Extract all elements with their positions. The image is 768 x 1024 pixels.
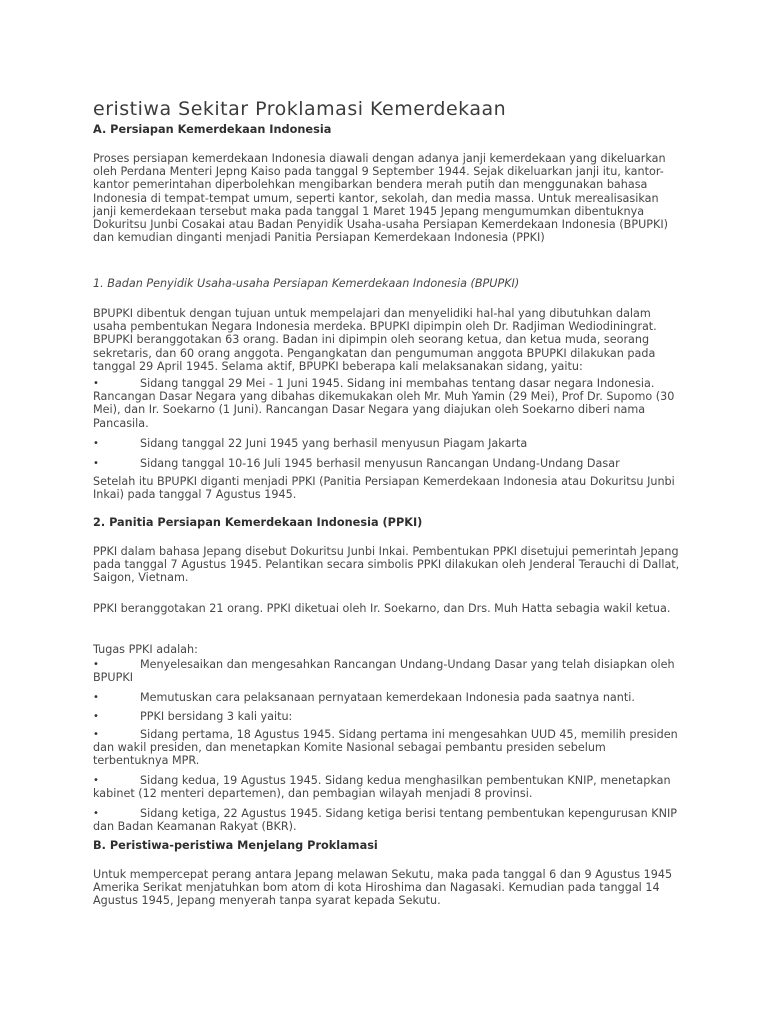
paragraph-intro: Proses persiapan kemerdekaan Indonesia diawali dengan adanya janji kemerdekaan yang dikeluarkan oleh Perdana Menteri Jepng Kaiso pada tanggal 9 September 1944. Sejak dikeluarkan janji itu, kantor-kantor pemerintahan diperbolehkan mengibarkan bendera merah putih dan menggunakan bahasa Indonesia di tempat-tempat umum, seperti kantor, sekolah, dan media massa. Untuk merealisasikan janji kemerdekaan tersebut maka pada tanggal 1 Maret 1945 Jepang mengumumkan dibentuknya Dokuritsu Junbi Cosakai atau Badan Penyidik Usaha-usaha Persiapan Kemerdekaan Indonesia (BPUPKI) dan kemudian dinganti menjadi Panitia Persiapan Kemerdekaan Indonesia (PPKI) bbox=[93, 152, 669, 245]
list-item-text: Sidang kedua, 19 Agustus 1945. Sidang kedua menghasilkan pembentukan KNIP, menetapkan kabinet (12 menteri departemen), dan pembagian wilayah menjadi 8 provinsi. bbox=[93, 774, 671, 801]
list-item-text: Sidang tanggal 10-16 Juli 1945 berhasil menyusun Rancangan Undang-Undang Dasar bbox=[140, 457, 620, 470]
list-item-text: Sidang tanggal 22 Juni 1945 yang berhasil menyusun Piagam Jakarta bbox=[140, 437, 528, 450]
list-item-text: Menyelesaikan dan mengesahkan Rancangan Undang-Undang Dasar yang telah disiapkan oleh BPUPKI bbox=[93, 658, 675, 685]
paragraph-transition: Setelah itu BPUPKI diganti menjadi PPKI (Panitia Persiapan Kemerdekaan Indonesia atau Dokuritsu Junbi Inkai) pada tanggal 7 Agustus 1945. bbox=[93, 475, 675, 502]
list-item bbox=[93, 710, 683, 723]
bullet-icon: • bbox=[93, 659, 99, 670]
list-item-text: Sidang ketiga, 22 Agustus 1945. Sidang ketiga berisi tentang pembentukan kepengurusan KNIP dan Badan Keamanan Rakyat (BKR). bbox=[93, 807, 677, 834]
list-item bbox=[93, 377, 683, 430]
list-item-text: Sidang tanggal 29 Mei - 1 Juni 1945. Sidang ini membahas tentang dasar negara Indonesia. Rancangan Dasar Negara yang dibahas dikemukakan oleh Mr. Muh Yamin (29 Mei), Prof Dr. Supomo (30 Mei), dan Ir. Soekarno (1 Juni). Rancangan Dasar Negara yang diajukan oleh Soekarno diberi nama Pancasila. bbox=[93, 377, 675, 430]
list-item bbox=[93, 728, 683, 768]
bullet-icon: • bbox=[93, 378, 99, 389]
paragraph-bpupki: BPUPKI dibentuk dengan tujuan untuk mempelajari dan menyelidiki hal-hal yang dibutuhkan dalam usaha pembentukan Negara Indonesia merdeka. BPUPKI dipimpin oleh Dr. Radjiman Wediodiningrat. BPUPKI beranggotakan 63 orang. Badan ini dipimpin oleh seorang ketua, dan ketua muda, seorang sekretaris, dan 60 orang anggota. Pengangkatan dan pengumuman anggota BPUPKI dilakukan pada tanggal 29 April 1945. Selama aktif, BPUPKI beberapa kali melaksanakan sidang, yaitu: bbox=[93, 307, 657, 373]
list-item-text: Sidang pertama, 18 Agustus 1945. Sidang pertama ini mengesahkan UUD 45, memilih presiden dan wakil presiden, dan menetapkan Komite Nasional sebagai pembantu presiden sebelum terbentuknya MPR. bbox=[93, 728, 678, 768]
subheading-bpupki: 1. Badan Penyidik Usaha-usaha Persiapan Kemerdekaan Indonesia (BPUPKI) bbox=[93, 277, 520, 290]
list-item bbox=[93, 774, 683, 800]
list-item bbox=[93, 807, 683, 833]
paragraph-ppki-formation: PPKI dalam bahasa Jepang disebut Dokuritsu Junbi Inkai. Pembentukan PPKI disetujui pemerintah Jepang pada tanggal 7 Agustus 1945. Pelantikan secara simbolis PPKI dilakukan oleh Jenderal Terauchi di Dallat, Saigon, Vietnam. bbox=[93, 545, 680, 585]
bullet-icon: • bbox=[93, 729, 99, 740]
bullet-icon: • bbox=[93, 438, 99, 449]
bullet-icon: • bbox=[93, 808, 99, 819]
list-item bbox=[93, 437, 683, 450]
section-b-heading: B. Peristiwa-peristiwa Menjelang Proklamasi bbox=[93, 839, 378, 852]
list-item bbox=[93, 691, 683, 704]
list-item-text: PPKI bersidang 3 kali yaitu: bbox=[140, 710, 293, 723]
section-a-heading: A. Persiapan Kemerdekaan Indonesia bbox=[93, 123, 332, 136]
list-item-text: Memutuskan cara pelaksanaan pernyataan kemerdekaan Indonesia pada saatnya nanti. bbox=[140, 691, 635, 704]
subheading-ppki: 2. Panitia Persiapan Kemerdekaan Indonesia (PPKI) bbox=[93, 516, 423, 529]
paragraph-proclamation: Untuk mempercepat perang antara Jepang melawan Sekutu, maka pada tanggal 6 dan 9 Agustus 1945 Amerika Serikat menjatuhkan bom atom di kota Hiroshima dan Nagasaki. Kemudian pada tanggal 14 Agustus 1945, Jepang menyerah tanpa syarat kepada Sekutu. bbox=[93, 868, 673, 908]
paragraph-ppki-members: PPKI beranggotakan 21 orang. PPKI diketuai oleh Ir. Soekarno, dan Drs. Muh Hatta sebagia wakil ketua. bbox=[93, 602, 671, 615]
paragraph-ppki-tasks: Tugas PPKI adalah: bbox=[93, 643, 198, 656]
bullet-icon: • bbox=[93, 458, 99, 469]
page-title: eristiwa Sekitar Proklamasi Kemerdekaan bbox=[93, 98, 507, 120]
bullet-icon: • bbox=[93, 711, 99, 722]
bullet-icon: • bbox=[93, 692, 99, 703]
list-item bbox=[93, 658, 683, 684]
list-item bbox=[93, 457, 683, 470]
bullet-icon: • bbox=[93, 775, 99, 786]
